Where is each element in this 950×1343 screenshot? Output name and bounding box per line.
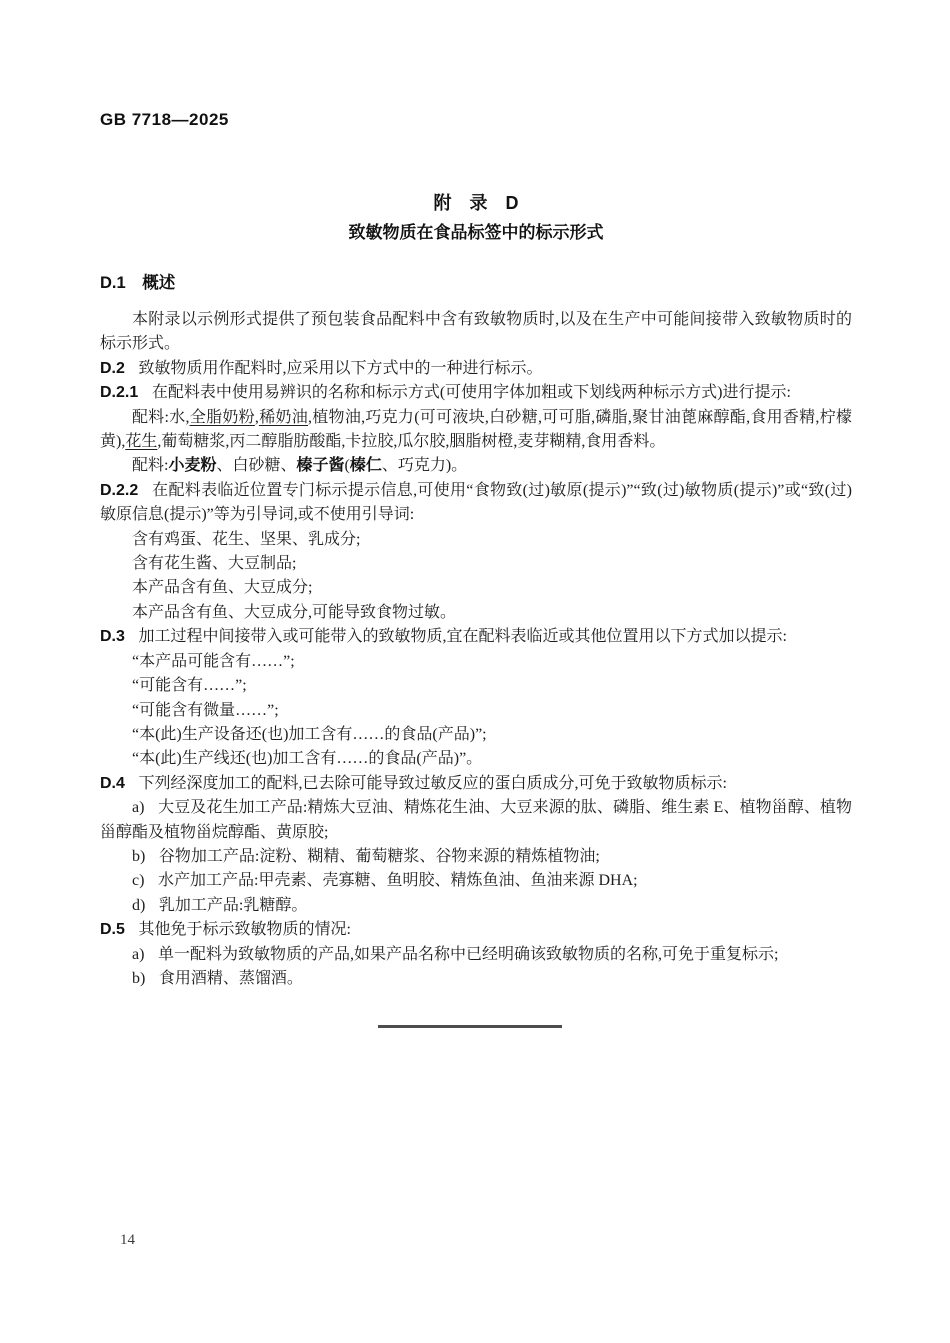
clause-number: D.4 [100, 774, 125, 792]
clause-D.2.1 [100, 381, 852, 405]
text-segment: 含有花生酱、大豆制品; [132, 555, 297, 573]
underlined-allergen: 花生 [125, 433, 158, 451]
example-line [100, 576, 852, 600]
list-item-a [100, 943, 852, 967]
document-blocks [100, 271, 852, 1028]
example-line [100, 747, 852, 771]
list-item-label: b) [132, 847, 146, 865]
list-item-b [100, 845, 852, 869]
clause-number: D.2.1 [100, 384, 139, 402]
clause-D.1 [100, 271, 852, 295]
list-item-label: a) [132, 799, 145, 817]
clause-number: D.2.2 [100, 481, 139, 499]
text-segment: 加工过程中间接带入或可能带入的致敏物质,宜在配料表临近或其他位置用以下方式加以提示: [138, 628, 787, 646]
bold-allergen: 榛仁 [349, 457, 382, 475]
text-segment: , [254, 408, 259, 426]
list-item-a [100, 796, 852, 845]
text-segment: 、巧克力)。 [381, 457, 468, 475]
text-segment: 下列经深度加工的配料,已去除可能导致过敏反应的蛋白质成分,可免于致敏物质标示: [138, 774, 727, 792]
appendix-subtitle: 致敏物质在食品标签中的标示形式 [348, 223, 604, 242]
text-segment: ( [344, 457, 350, 475]
underlined-allergen: 稀奶油 [258, 408, 309, 426]
list-item-c [100, 869, 852, 893]
underlined-allergen: 全脂奶粉 [189, 408, 255, 426]
clause-number: D.5 [100, 921, 125, 939]
text-segment: 在配料表临近位置专门标示提示信息,可使用“食物致(过)敏原(提示)”“致(过)敏物质(提示)”或“致(过)敏原信息(提示)”等为引导词,或不使用引导词: [100, 481, 852, 524]
clause-number: D.1 [100, 274, 126, 292]
text-segment: 大豆及花生加工产品:精炼大豆油、精炼花生油、大豆来源的肽、磷脂、维生素 E、植物甾醇、植物甾醇酯及植物甾烷醇酯、黄原胶; [100, 799, 852, 841]
text-segment: “可能含有……”; [132, 677, 247, 695]
text-segment: 其他免于标示致敏物质的情况: [138, 921, 351, 939]
bold-allergen: 榛子酱 [296, 457, 345, 475]
text-segment: ,葡萄糖浆,丙二醇脂肪酸酯,卡拉胶,瓜尔胶,胭脂树橙,麦芽糊精,食用香料。 [157, 433, 666, 451]
example-line [100, 723, 852, 747]
example-line [100, 699, 852, 723]
list-item-b [100, 967, 852, 991]
example-line [100, 601, 852, 625]
text-segment: 食用酒精、蒸馏酒。 [158, 969, 303, 987]
text-segment: 配料:水, [132, 408, 190, 426]
example-line [100, 552, 852, 576]
text-segment: 在配料表中使用易辨识的名称和标示方式(可使用字体加粗或下划线两种标示方式)进行提示: [151, 384, 791, 402]
text-segment: 本附录以示例形式提供了预包装食品配料中含有致敏物质时,以及在生产中可能间接带入致敏物质时的标示形式。 [100, 311, 852, 353]
text-segment: 、白砂糖、 [216, 457, 297, 475]
text-segment: “本(此)生产线还(也)加工含有……的食品(产品)”。 [132, 750, 483, 768]
paragraph [100, 406, 852, 455]
bold-allergen: 小麦粉 [168, 457, 217, 475]
document-content [100, 192, 852, 1028]
example-line [100, 674, 852, 698]
text-segment: “本产品可能含有……”; [132, 652, 295, 670]
text-segment: 概述 [142, 274, 176, 292]
page-number: 14 [120, 1232, 135, 1248]
appendix-title: 附 录 D [433, 193, 519, 213]
list-item-label: c) [132, 872, 145, 890]
example-line [100, 650, 852, 674]
text-segment: 水产加工产品:甲壳素、壳寡糖、鱼明胶、精炼鱼油、鱼油来源 DHA; [158, 872, 638, 890]
clause-D.3 [100, 625, 852, 649]
paragraph [100, 454, 852, 478]
list-item-d [100, 894, 852, 918]
standard-code: GB 7718—2025 [100, 110, 229, 129]
document-end-rule [378, 1025, 562, 1028]
paragraph [100, 308, 852, 357]
example-line [100, 528, 852, 552]
text-segment: 本产品含有鱼、大豆成分,可能导致食物过敏。 [132, 603, 457, 621]
text-segment: “可能含有微量……”; [132, 701, 279, 719]
list-item-label: d) [132, 896, 146, 914]
text-segment: 本产品含有鱼、大豆成分; [132, 579, 313, 597]
text-segment: “本(此)生产设备还(也)加工含有……的食品(产品)”; [132, 725, 487, 743]
text-segment: 谷物加工产品:淀粉、糊精、葡萄糖浆、谷物来源的精炼植物油; [158, 847, 600, 865]
list-item-label: a) [132, 945, 145, 963]
clause-number: D.3 [100, 628, 125, 646]
text-segment: 单一配料为致敏物质的产品,如果产品名称中已经明确该致敏物质的名称,可免于重复标示; [158, 945, 779, 963]
clause-D.5 [100, 918, 852, 942]
clause-D.4 [100, 772, 852, 796]
text-segment: 乳加工产品:乳糖醇。 [158, 896, 308, 914]
clause-number: D.2 [100, 359, 125, 377]
clause-D.2.2 [100, 479, 852, 528]
clause-D.2 [100, 357, 852, 381]
list-item-label: b) [132, 969, 146, 987]
text-segment: 致敏物质用作配料时,应采用以下方式中的一种进行标示。 [138, 359, 543, 377]
text-segment: 含有鸡蛋、花生、坚果、乳成分; [132, 530, 361, 548]
text-segment: 配料: [132, 457, 169, 475]
text-segment: ,植物油,巧克力(可可液块,白砂糖,可可脂,磷脂,聚甘油蓖麻醇酯,食用香精,柠檬黄), [100, 408, 852, 451]
